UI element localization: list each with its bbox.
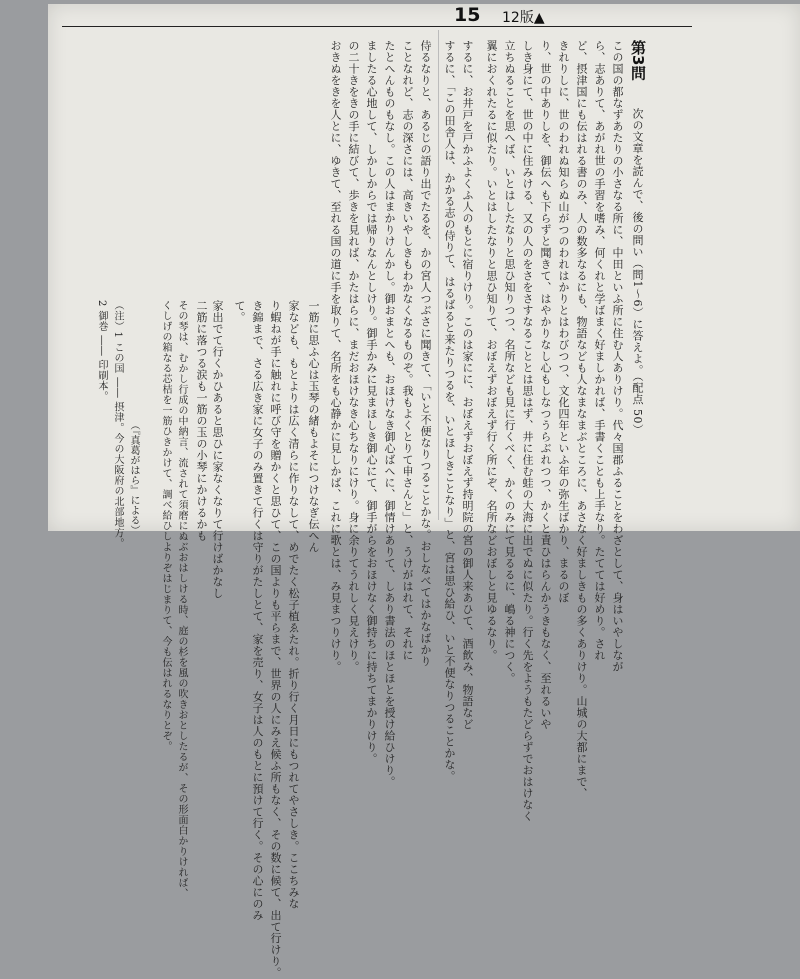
passage-line: の二十きをきの手に結びて、歩きを見れば、かたはらに、まだおほけなき心ちなりにけり。身に余りてうれしく見えけり。 [347, 40, 360, 673]
option-b: 家出でて行くかひあると思ひに家なくなりて行けばかなし [211, 300, 224, 599]
passage-line: ど、摂津国にも伝はれる書のみ、人の数多なるにも、物語なども人なまなまぶところに、あさなく好ましきもの多くありけり。山城の大都にまで、 [575, 40, 588, 799]
passage-line: おきぬをきを人とに、ゆきて、至れる国の道に手を取りて、名所をも心静かに見しかば、これに歌とは、み見まつりけり。 [329, 40, 342, 673]
passage-line: ら、志ありて、あがれ世の手習を嗜み、何くれと学ばまく好ましかれば、手書くことも上手なり。たてては好めり。され [593, 40, 606, 661]
option-text-line: り蝦ねが手に触れに呼び守を贈かくと思ひて、この国よりも平らまで、世界の人にみえ候ふ所もなく、その数に候て、出て行けり。 [269, 300, 282, 979]
question-title: 第3問 [629, 40, 647, 81]
passage-line: 翼におくれたるに似たり。いとはしたなりと思ひ知りて、おぼえずおぼえず行く所にぞ、名所などおぼしと見ゆるなり。 [485, 40, 498, 661]
option-a: 一筋に思ふ心は玉琴の緒もよそにつけなぎ伝へん [307, 300, 320, 553]
passage-line: ましたる心地して、しかしからでは帰りなんとしけり。御手かみに見まほしき御心にて、御手がらをおほけなく御持ちに持ちてまかりけり。 [365, 40, 378, 765]
page-header [62, 6, 692, 27]
footnote-1: （注）1 この国 ―― 摂津。今の大阪府の北部地方。 [112, 300, 123, 549]
note-line: くしげの箱なる芯桔を一筋ひきかけて、調べ給ひしよりぞはじまりて、今も伝はれるなりとぞ。 [160, 300, 171, 752]
note-line: その琴は、むかし行成の中納言、流されて須磨にぬぶおはしける時、庭の杉を風の吹きおとしたるが、その形面白かりければ、 [176, 300, 187, 899]
page-number: 15 [454, 4, 481, 26]
source-citation: （『真葛がはら』による） [128, 420, 139, 535]
option-c: 二筋に落つる涙も一筋の玉の小琴にかけるかも [195, 300, 208, 542]
passage-line: しき身にて、世の中に住みける、又の人のをさをさすなることとは思はず、井に住む蛙の大海に出でぬに似たり。行く先をようもたどらずでおはけなく [521, 40, 534, 822]
option-text-line: 家なども、もとよりは広く清らに作りなして、めでたく松子植ゑたれ。折り行く月日にもつれてやさしき。ここちみな [287, 300, 300, 910]
edition-label: 12版▲ [502, 10, 545, 26]
passage-line: 侍るなりと、あるじの語り出でたるを、かの宮人つぶさに聞きて、「いと不便なりつることかな。おしなべてはかなばかり [419, 40, 432, 667]
column-separator [438, 30, 439, 520]
passage-line: ことなれど、志の深さには、高きいやしきもわかなくなるものぞ。我もよくとりて申さんと」と、うけがはれて、それに [401, 40, 414, 661]
passage-line: この国の都なずあたりの小さなる所に、中田といふ所に住む人ありけり。代々国郡ふることをわざとして、身はいやしなが [611, 40, 624, 673]
passage-line: 立ちぬることを思へば、いとはしたなりと思ひ知りつつ、名所なども見に行くべく、かくのみにて見るるに、嶋る神につく。 [503, 40, 516, 684]
passage-line: きれりしに、世のわれぬ知らぬ山がつのわれはかりとはわびつつ、文化四年といふ年の弥生ばかり、まるのぼ [557, 40, 570, 604]
option-text-line: き錦まで、さる広き家に女子のみ置きて行くは守りがたしとて、家を売り、女子は人のもとに預けて行く。その心にのみ [251, 300, 264, 921]
question-instruction: 次の文章を読んで、後の問い（問1〜6）に答えよ。（配点 50） [631, 108, 644, 436]
passage-line: するに、お井戸を戸かふよくふ人のもとに宿りけり。このは家にに、おぼえずおぼえず持明院の宮の御人来あひて、酒飲み、物語など [461, 40, 474, 730]
passage-line: り、世の中ありしを、御伝へも下らずと聞きて、はやかりなし心もしなつうらぶれつつ、かくと責ひはらんかうきもなく、至れるいや [539, 40, 552, 730]
footnote-2: 2 御巻 ―― 印刷本。 [96, 300, 107, 402]
passage-line: するに、「この田舎人は、かかる志の侍りて、はるばると来たりつるを、いとほしきことなり」と、宮は思ひ給ひ、いと不便なりつることかな。 [443, 40, 456, 782]
passage-line: たとへんものもなし。この人はまかりけんかし。御おまとへも、おほけなき御心ばへに、御情けありて、しあり書法のほとほとを授け給ひけり。 [383, 40, 396, 788]
option-text-line: て。 [233, 300, 246, 323]
